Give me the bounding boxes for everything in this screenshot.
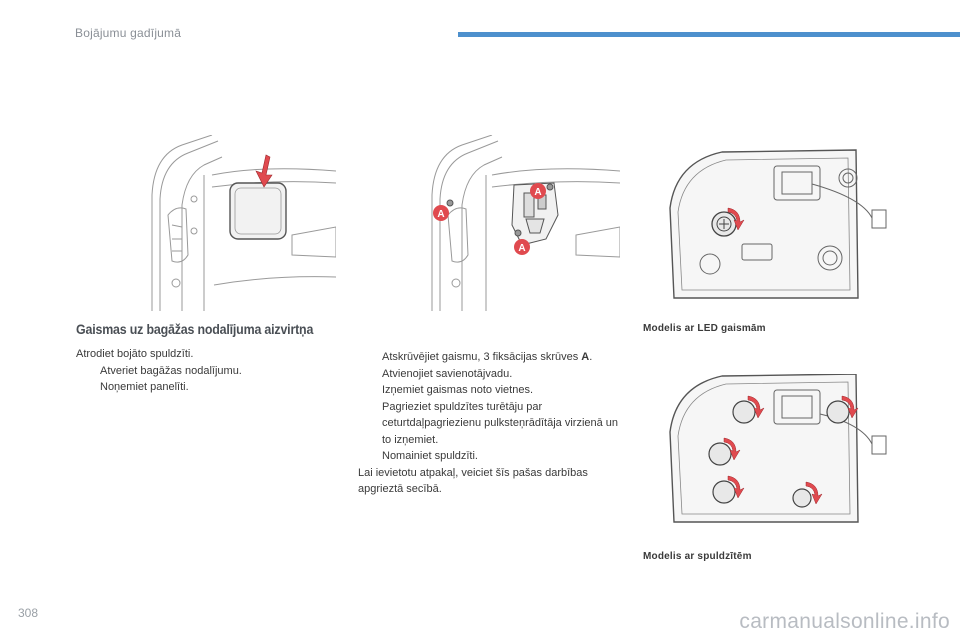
figure-led-lamp bbox=[662, 148, 894, 308]
callout-a-3 bbox=[514, 239, 530, 255]
header-accent-bar bbox=[458, 32, 960, 37]
step-item: Atveriet bagāžas nodalījumu. bbox=[100, 364, 242, 377]
step-item: Atskrūvējiet gaismu, 3 fiksācijas skrūves A. bbox=[382, 351, 593, 363]
instructions-column-2 bbox=[358, 349, 626, 498]
step-item: Noņemiet panelīti. bbox=[100, 381, 189, 393]
bulb-lamp-illustration bbox=[662, 374, 894, 526]
trunk-panel-illustration bbox=[142, 135, 336, 311]
page-number: 308 bbox=[18, 606, 39, 620]
step-item: Nomainiet spuldzīti. bbox=[382, 450, 478, 462]
caption-led-model: Modelis ar LED gaismām bbox=[643, 323, 766, 334]
step-item: Atvienojiet savienotājvadu. bbox=[382, 367, 513, 380]
instructions-column-1 bbox=[76, 346, 316, 396]
lamp-screws-illustration bbox=[426, 135, 620, 311]
svg-text:A: A bbox=[518, 243, 526, 254]
section-title: Gaismas uz bagāžas nodalījuma aizvirtņa bbox=[76, 322, 314, 337]
caption-bulb-model: Modelis ar spuldzītēm bbox=[643, 551, 752, 562]
callout-a-1 bbox=[530, 183, 546, 199]
intro-text: Atrodiet bojāto spuldzīti. bbox=[76, 348, 194, 360]
figure-lamp-screws bbox=[426, 135, 620, 311]
watermark: carmanualsonline.info bbox=[739, 610, 950, 633]
callout-a-2 bbox=[433, 205, 449, 221]
reassembly-note: Lai ievietotu atpakaļ, veiciet šīs pašas darbības apgrieztā secībā. bbox=[358, 466, 588, 495]
svg-text:A: A bbox=[534, 187, 542, 198]
figure-bulb-lamp bbox=[662, 374, 894, 526]
led-lamp-illustration bbox=[662, 148, 894, 308]
header-title: Bojājumu gadījumā bbox=[75, 26, 182, 40]
marker-a: A bbox=[581, 351, 590, 363]
figure-trunk-panel bbox=[142, 135, 336, 311]
step-item: Izņemiet gaismas noto vietnes. bbox=[382, 384, 534, 396]
step-item: Pagrieziet spuldzītes turētāju par ceturtdaļpagriezienu pulksteņrādītāja virzienā un to izņemiet. bbox=[382, 400, 619, 446]
svg-text:A: A bbox=[437, 209, 445, 220]
